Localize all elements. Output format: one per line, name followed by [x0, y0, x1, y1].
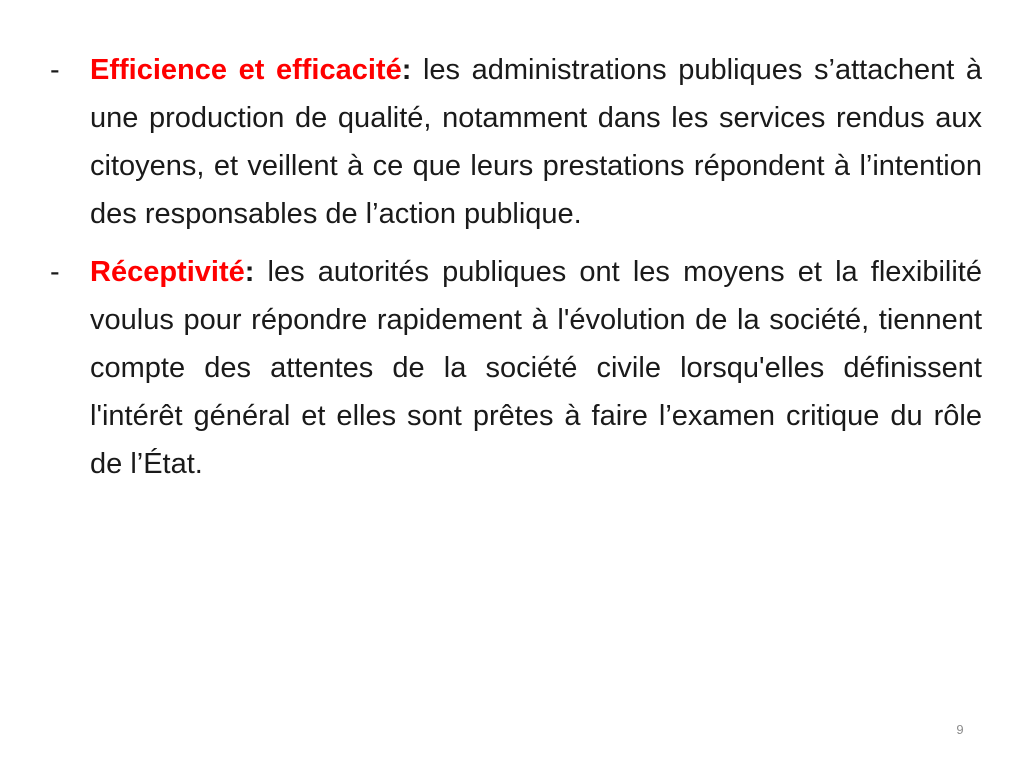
bullet-list [50, 46, 982, 498]
bullet-colon: : [244, 256, 255, 288]
bullet-term: Réceptivité [90, 256, 245, 288]
page-number: 9 [956, 722, 964, 737]
bullet-dash: - [50, 54, 60, 86]
bullet-dash: - [50, 256, 60, 288]
bullet-term: Efficience et efficacité [90, 54, 402, 86]
bullet-text: les autorités publiques ont les moyens et la flexibilité voulus pour répondre rapidement à l'évolution de la société, tiennent compte des attentes de la société civile lorsqu'elles définissent l'intérêt général et elles sont prêtes à faire l’examen critique du rôle de l’État. [90, 256, 982, 480]
bullet-efficience [50, 46, 982, 238]
bullet-receptivite [50, 248, 982, 488]
bullet-colon: : [401, 54, 412, 86]
bullet-text: les administrations publiques s’attachent à une production de qualité, notamment dans les services rendus aux citoyens, et veillent à ce que leurs prestations répondent à l’intention des responsables de l’action publique. [90, 54, 982, 230]
